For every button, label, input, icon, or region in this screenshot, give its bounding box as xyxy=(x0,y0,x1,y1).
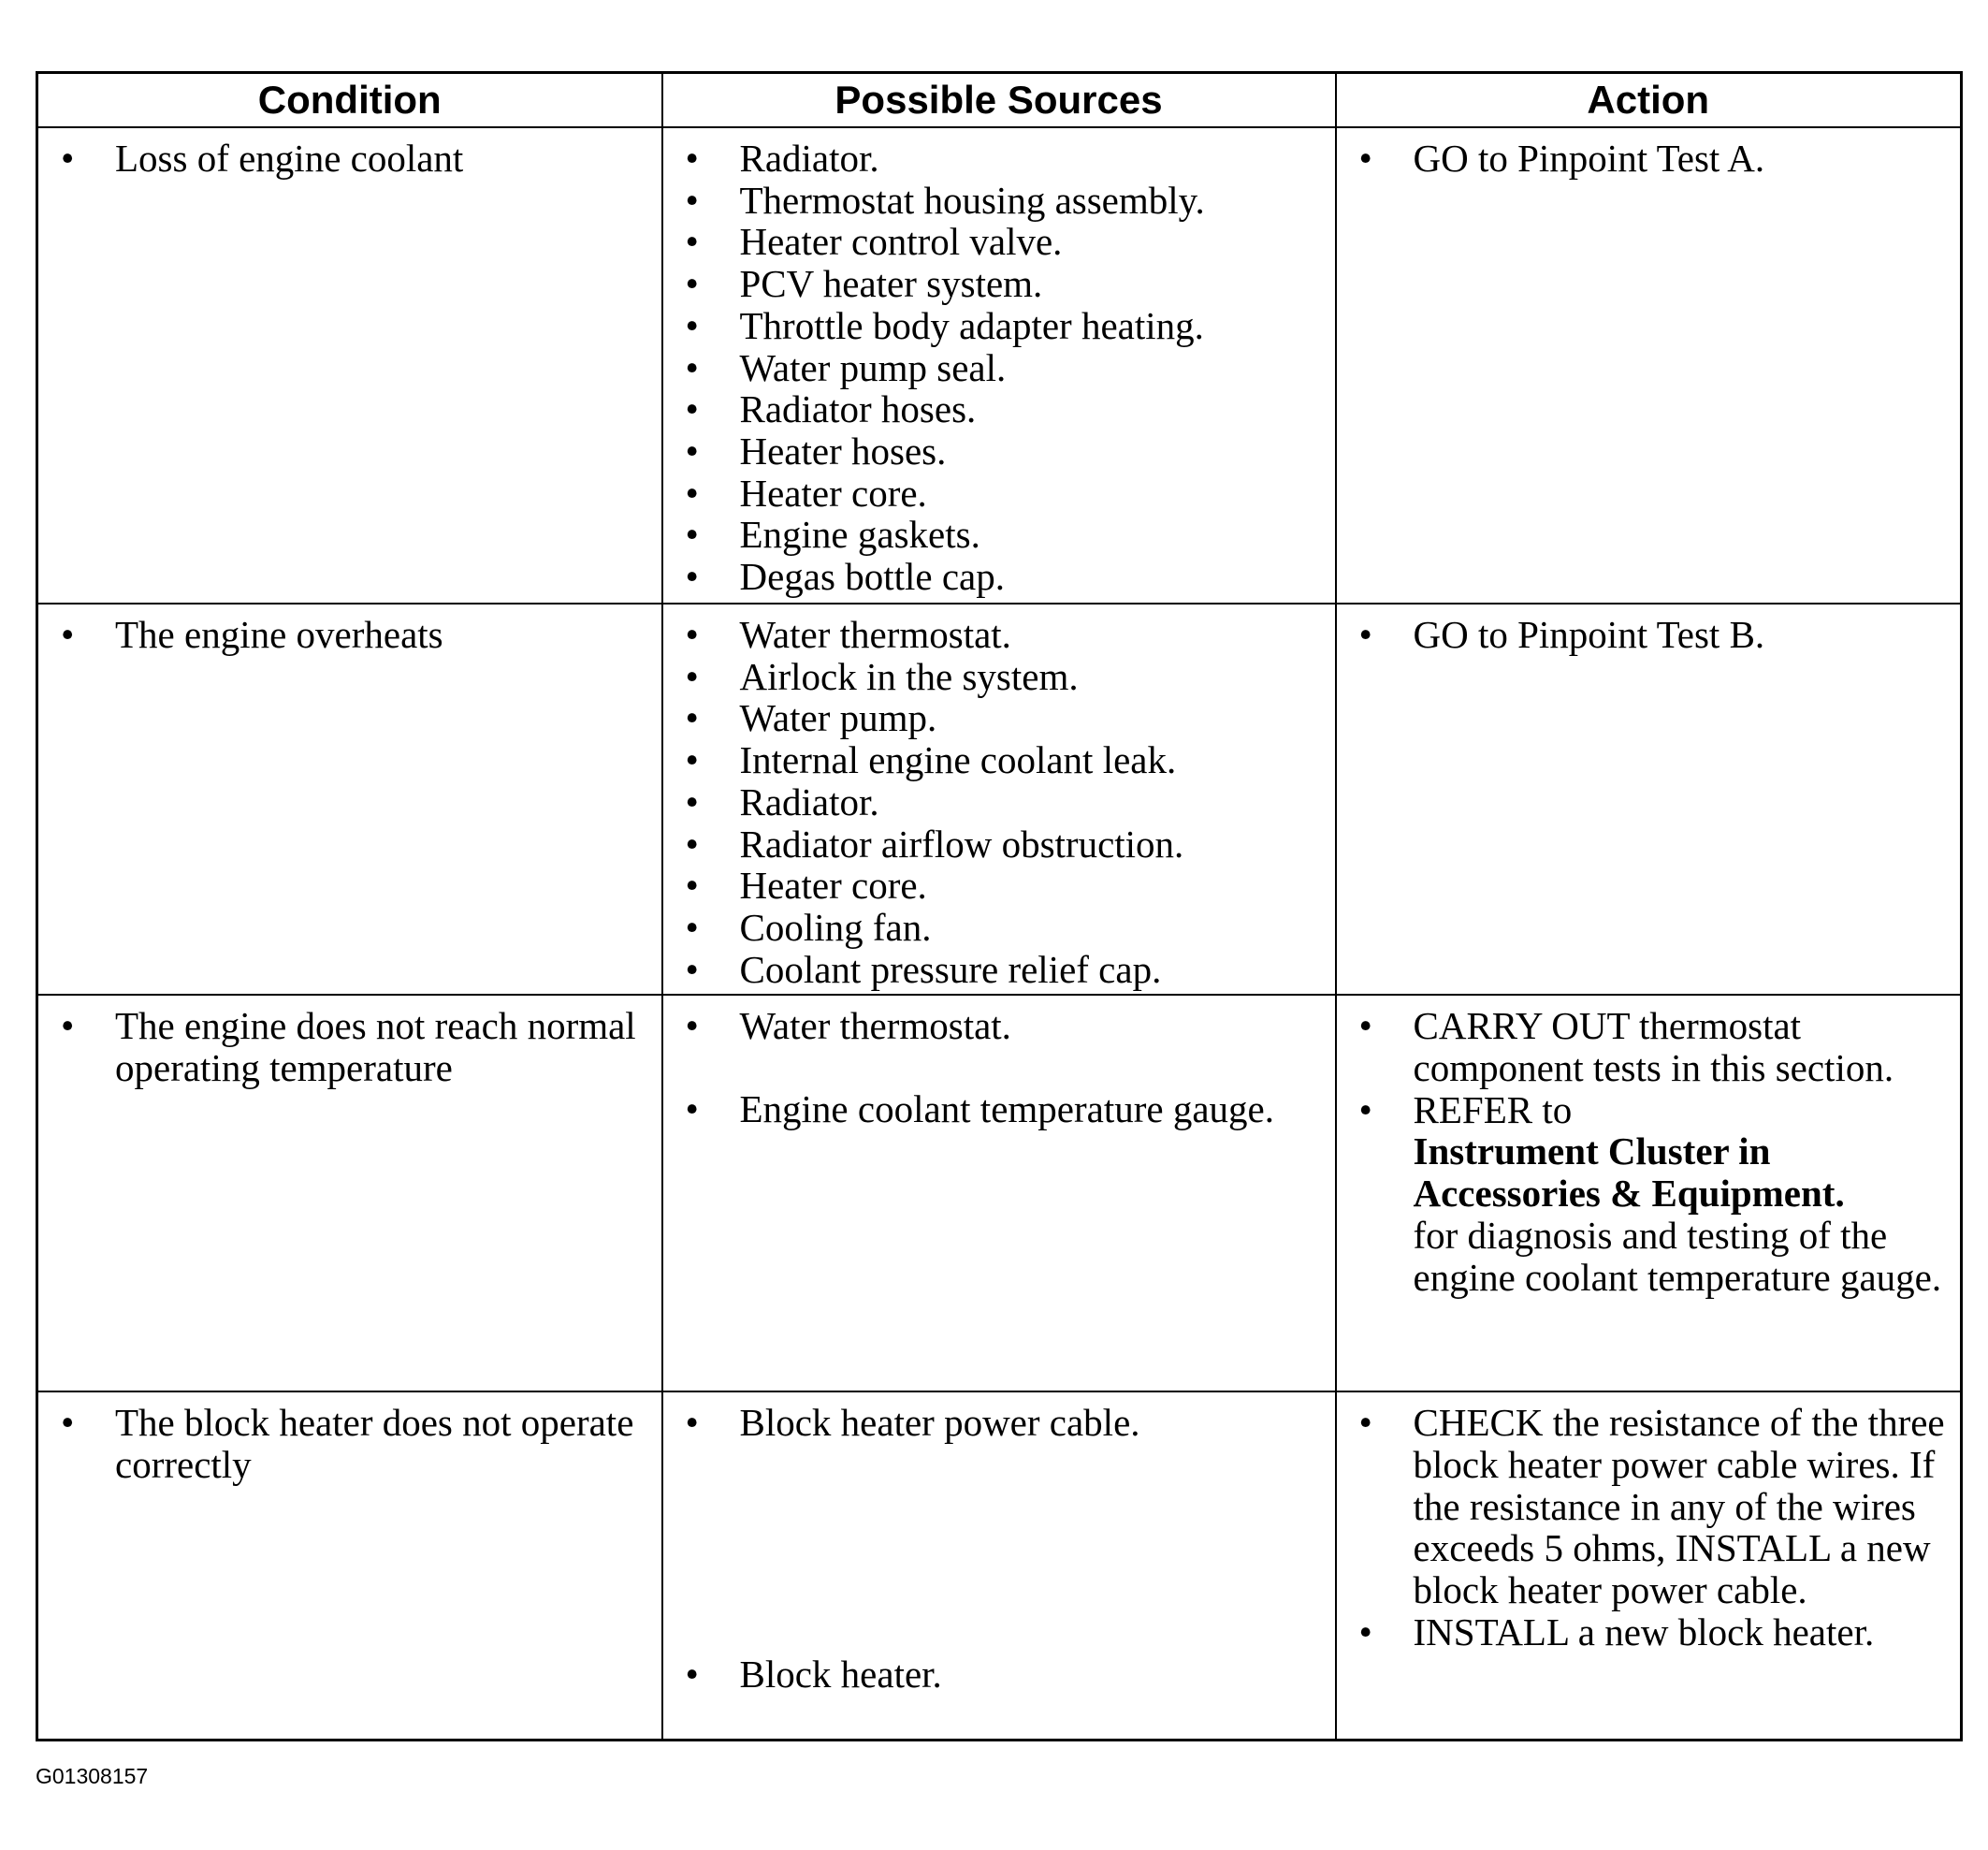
source-item: • Coolant pressure relief cap. xyxy=(680,949,1322,991)
source-item: • Heater core. xyxy=(680,865,1322,907)
source-item: • Internal engine coolant leak. xyxy=(680,739,1322,781)
action-suffix: for diagnosis and testing of the engine coolant temperature gauge. xyxy=(1413,1213,1942,1299)
source-item: • Water thermostat. xyxy=(680,614,1322,656)
diagnosis-table xyxy=(36,71,1963,1741)
header-action: Action xyxy=(1336,73,1962,128)
source-item: • Airlock in the system. xyxy=(680,656,1322,698)
action-item: • INSTALL a new block heater. xyxy=(1354,1611,1948,1653)
source-item: • Cooling fan. xyxy=(680,907,1322,949)
action-item: • GO to Pinpoint Test B. xyxy=(1354,614,1948,656)
header-row xyxy=(37,73,1962,128)
action-item: • CHECK the resistance of the three block heater power cable wires. If the resistance in any of the wires exceeds 5 ohms, INSTALL a new block heater power cable. xyxy=(1354,1402,1948,1611)
condition-text: • Loss of engine coolant xyxy=(55,138,648,180)
condition-cell xyxy=(37,604,662,995)
condition-cell xyxy=(37,127,662,604)
action-cell xyxy=(1336,604,1962,995)
source-item: • Degas bottle cap. xyxy=(680,556,1322,598)
sources-cell xyxy=(662,995,1336,1391)
source-item: • Heater control valve. xyxy=(680,221,1322,263)
action-item: • GO to Pinpoint Test A. xyxy=(1354,138,1948,180)
condition-text: • The block heater does not operate correctly xyxy=(55,1402,648,1485)
source-item: • PCV heater system. xyxy=(680,263,1322,305)
sources-cell xyxy=(662,127,1336,604)
condition-text: • The engine does not reach normal operating temperature xyxy=(55,1005,648,1088)
source-item: • Radiator hoses. xyxy=(680,388,1322,430)
sources-cell xyxy=(662,1391,1336,1740)
condition-cell xyxy=(37,1391,662,1740)
condition-text: • The engine overheats xyxy=(55,614,648,656)
condition-cell xyxy=(37,995,662,1391)
source-item: • Radiator. xyxy=(680,781,1322,823)
source-item: • Water pump. xyxy=(680,697,1322,739)
figure-id: G01308157 xyxy=(36,1764,149,1788)
table-row xyxy=(37,604,1962,995)
source-item: • Radiator. xyxy=(680,138,1322,180)
sources-cell xyxy=(662,604,1336,995)
source-item: • Radiator airflow obstruction. xyxy=(680,823,1322,866)
action-cell xyxy=(1336,127,1962,604)
table-row xyxy=(37,995,1962,1391)
source-item: • Throttle body adapter heating. xyxy=(680,305,1322,347)
table-row xyxy=(37,1391,1962,1740)
reference-link[interactable]: Instrument Cluster in Accessories & Equipment. xyxy=(1413,1129,1845,1216)
action-cell xyxy=(1336,995,1962,1391)
source-item: • Thermostat housing assembly. xyxy=(680,180,1322,222)
table-row xyxy=(37,127,1962,604)
source-item: • Block heater. xyxy=(680,1653,1322,1696)
header-possible-sources: Possible Sources xyxy=(662,73,1336,128)
action-prefix: REFER to xyxy=(1413,1087,1573,1131)
source-item: • Water pump seal. xyxy=(680,347,1322,389)
source-item: • Heater hoses. xyxy=(680,430,1322,473)
source-item: • Block heater power cable. xyxy=(680,1402,1322,1444)
source-item: • Engine gaskets. xyxy=(680,514,1322,556)
source-item: • Water thermostat. xyxy=(680,1005,1322,1047)
action-item xyxy=(1354,1089,1948,1299)
source-item: • Engine coolant temperature gauge. xyxy=(680,1088,1322,1130)
header-condition: Condition xyxy=(37,73,662,128)
action-item: • CARRY OUT thermostat component tests in this section. xyxy=(1354,1005,1948,1088)
source-item: • Heater core. xyxy=(680,473,1322,515)
action-cell xyxy=(1336,1391,1962,1740)
